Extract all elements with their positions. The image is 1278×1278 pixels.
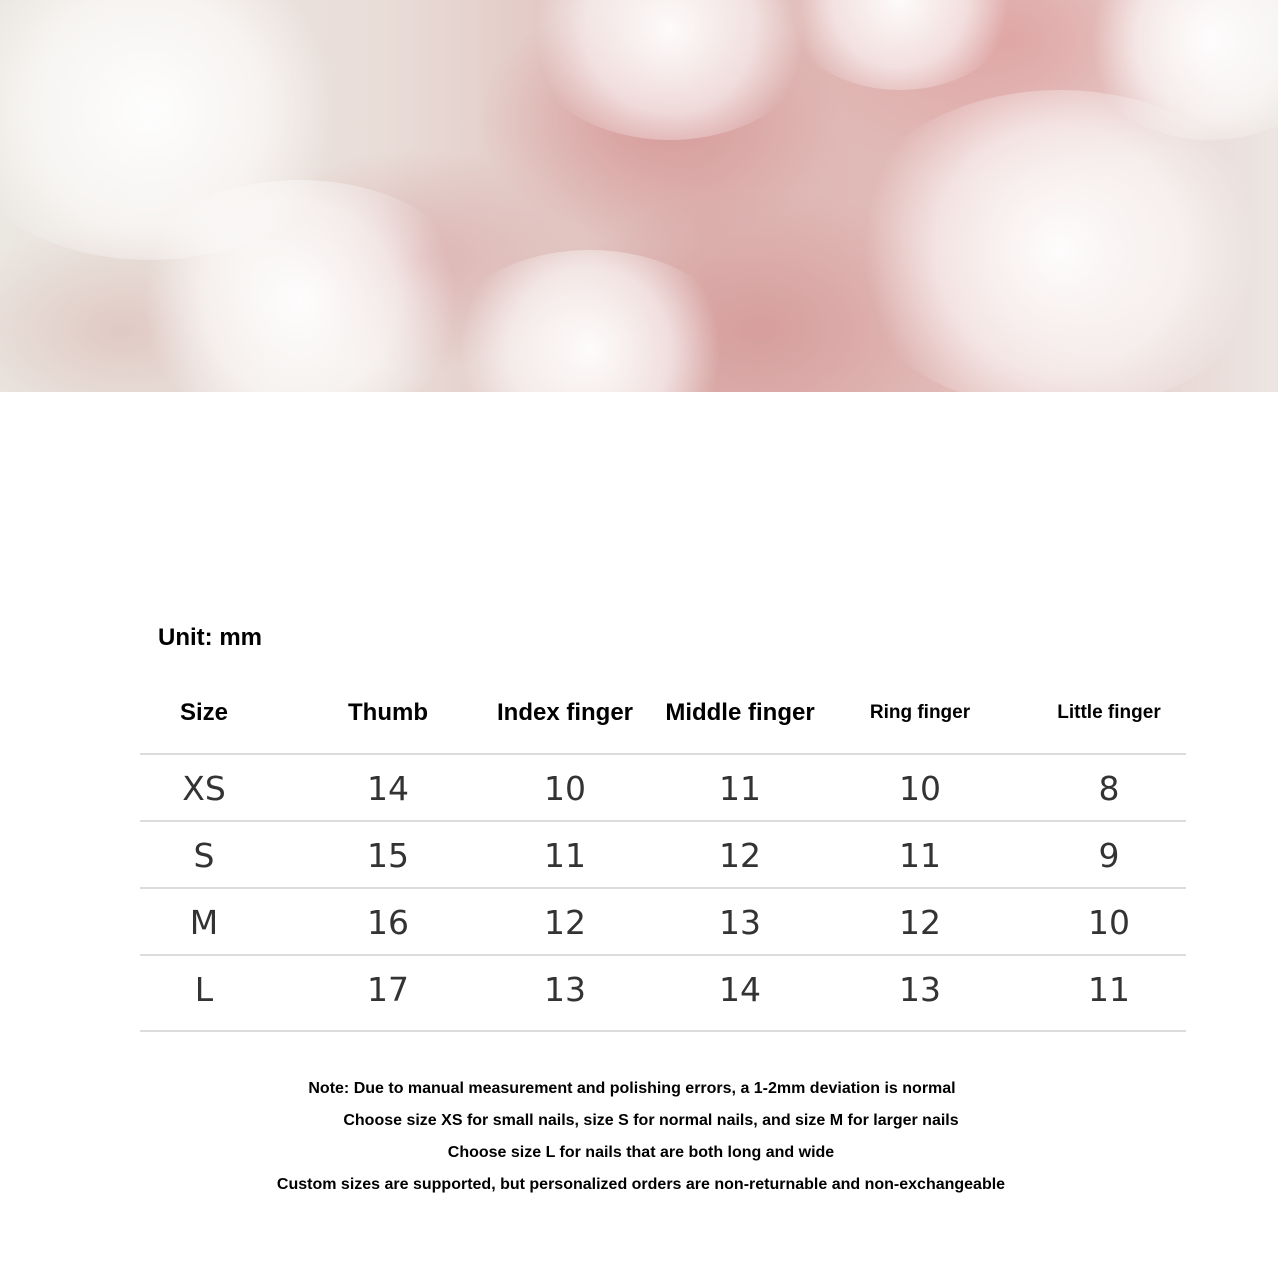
table-cell: 10 (1088, 903, 1130, 942)
table-cell: M (189, 903, 219, 942)
cloud-banner-image (0, 0, 1278, 392)
table-cell: 13 (719, 903, 761, 942)
table-cell: 11 (899, 836, 941, 875)
table-cell: XS (182, 769, 226, 808)
header-ring-finger: Ring finger (869, 702, 971, 723)
table-cell: 12 (899, 903, 941, 942)
table-cell: S (193, 836, 215, 875)
table-cell: 9 (1098, 836, 1120, 875)
header-middle-finger: Middle finger (665, 699, 815, 726)
cloud-puff (520, 0, 820, 140)
table-cell: 14 (719, 970, 761, 1009)
note-measurement-deviation: Note: Due to manual measurement and polishing errors, a 1-2mm deviation is normal (308, 1080, 956, 1097)
header-index-finger: Index finger (496, 699, 634, 726)
table-cell: 13 (899, 970, 941, 1009)
table-cell: 15 (367, 836, 409, 875)
size-table (140, 680, 1186, 1032)
table-cell: 12 (719, 836, 761, 875)
table-header-row (140, 680, 1186, 755)
cloud-puff (780, 0, 1020, 90)
header-thumb: Thumb (348, 699, 428, 726)
table-cell: 8 (1098, 769, 1120, 808)
table-cell: 10 (899, 769, 941, 808)
table-cell: 11 (544, 836, 586, 875)
table-cell: 11 (719, 769, 761, 808)
header-little-finger: Little finger (1057, 702, 1161, 723)
header-size: Size (179, 699, 229, 726)
note-size-guide: Choose size XS for small nails, size S for normal nails, and size M for larger nails (343, 1112, 959, 1129)
note-size-l: Choose size L for nails that are both long and wide (447, 1144, 835, 1161)
table-cell: 13 (544, 970, 586, 1009)
table-cell: 16 (367, 903, 409, 942)
table-cell: L (194, 970, 214, 1009)
table-row (140, 755, 1186, 822)
table-cell: 17 (367, 970, 409, 1009)
table-cell: 11 (1088, 970, 1130, 1009)
table-row (140, 956, 1186, 1032)
note-custom-sizes: Custom sizes are supported, but personalized orders are non-returnable and non-exchangeable (276, 1176, 1006, 1193)
table-cell: 10 (544, 769, 586, 808)
cloud-puff (440, 250, 740, 392)
table-row (140, 822, 1186, 889)
unit-label: Unit: mm (158, 624, 262, 651)
table-row (140, 889, 1186, 956)
table-cell: 14 (367, 769, 409, 808)
table-cell: 12 (544, 903, 586, 942)
